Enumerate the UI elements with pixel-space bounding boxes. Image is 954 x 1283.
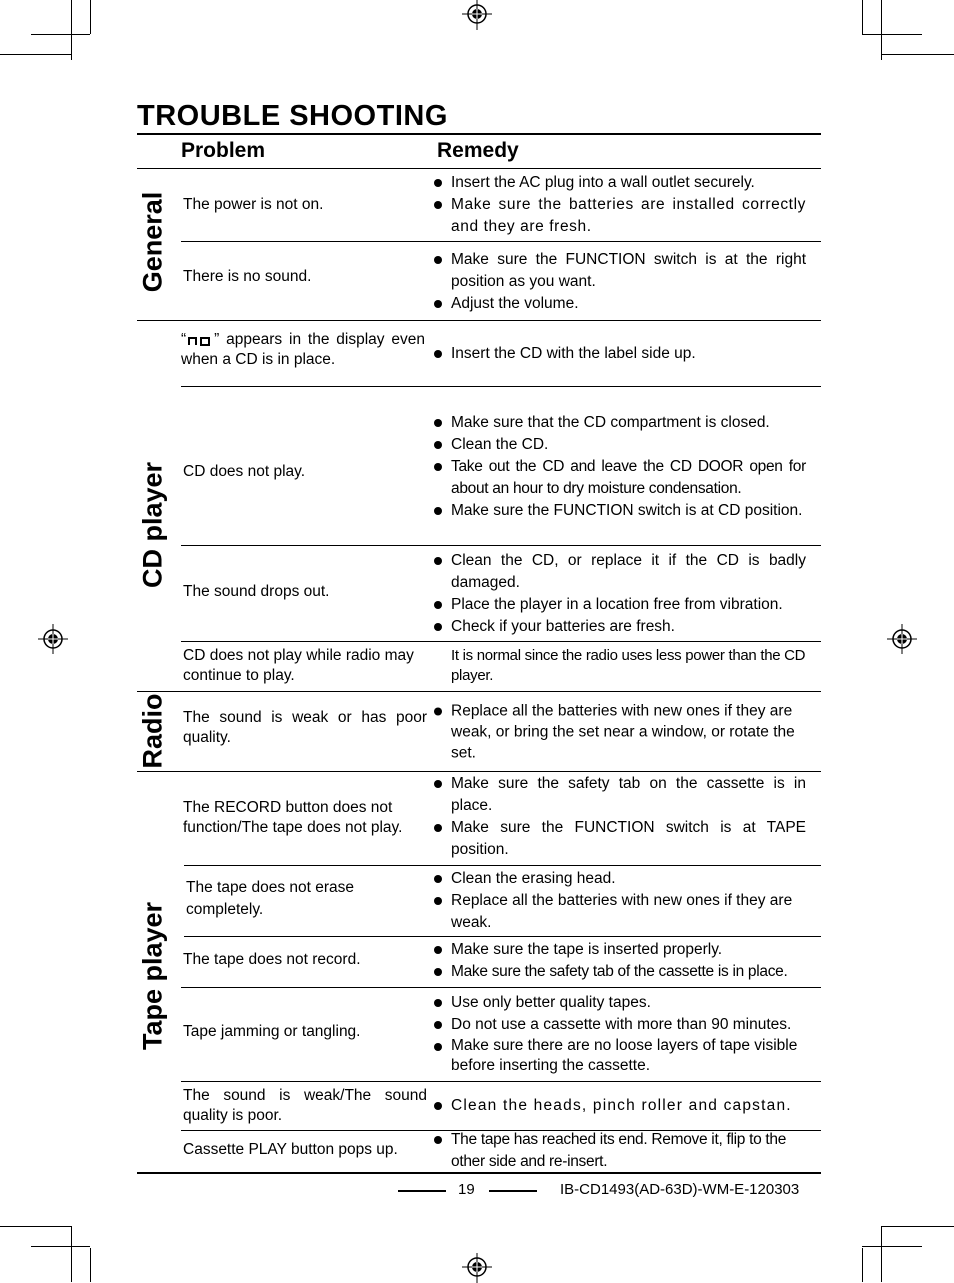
remedy-cell — [432, 646, 806, 686]
section-divider — [137, 320, 821, 321]
remedy-item: Make sure the safety tab of the cassette is in place. — [432, 961, 806, 983]
row-divider — [181, 241, 821, 242]
row-divider — [181, 987, 821, 988]
registration-mark-icon — [887, 624, 917, 654]
no-disc-display-icon — [186, 333, 214, 347]
remedy-item: Make sure the FUNCTION switch is at CD position. — [432, 500, 806, 522]
remedy-cell — [432, 172, 806, 238]
problem-text: ” appears in the display even when a CD is in place. — [181, 331, 425, 368]
remedy-item: Check if your batteries are fresh. — [432, 616, 806, 638]
row-divider — [184, 936, 821, 937]
remedy-item: The tape has reached its end. Remove it, flip to the other side and re-insert. — [432, 1129, 806, 1173]
remedy-cell — [432, 773, 806, 861]
problem-cell: CD does not play. — [183, 463, 306, 480]
section-label-radio: Radio — [137, 693, 168, 769]
remedy-item: Do not use a cassette with more than 90 minutes. — [432, 1014, 806, 1036]
remedy-item: Make sure the safety tab on the cassette is in place. — [432, 773, 806, 817]
remedy-item: Clean the CD. — [432, 434, 806, 456]
problem-cell: The tape does not erase completely. — [186, 879, 355, 918]
remedy-cell — [432, 1129, 806, 1173]
remedy-text: It is normal since the radio uses less power than the CD player. — [451, 647, 806, 684]
remedy-cell — [432, 701, 806, 764]
footer-rule-left — [398, 1190, 446, 1192]
problem-cell: Cassette PLAY button pops up. — [183, 1141, 398, 1158]
remedy-item: Make sure the FUNCTION switch is at TAPE position. — [432, 817, 806, 861]
footer-rule-right — [489, 1190, 537, 1192]
remedy-cell — [432, 343, 806, 365]
remedy-item: Replace all the batteries with new ones if they are weak. — [432, 890, 806, 934]
remedy-cell — [432, 939, 806, 983]
remedy-item: Make sure the tape is inserted properly. — [432, 939, 806, 961]
remedy-column-header: Remedy — [437, 139, 519, 162]
remedy-item: Clean the CD, or replace it if the CD is badly damaged. — [432, 550, 806, 594]
remedy-item: Make sure the batteries are installed correctly and they are fresh. — [432, 194, 806, 238]
problem-column-header: Problem — [181, 139, 266, 162]
remedy-cell — [432, 992, 806, 1076]
remedy-item: Clean the heads, pinch roller and capstan. — [432, 1095, 806, 1117]
problem-cell: The power is not on. — [183, 196, 324, 213]
problem-cell: The sound drops out. — [183, 583, 330, 600]
row-divider — [181, 545, 821, 546]
problem-cell: The RECORD button does not function/The tape does not play. — [183, 799, 403, 836]
section-label-cd-player: CD player — [137, 461, 168, 589]
problem-cell: The sound is weak or has poor quality. — [183, 709, 427, 746]
section-divider — [137, 691, 821, 692]
remedy-cell — [432, 412, 806, 522]
remedy-item: Make sure there are no loose layers of tape visible before inserting the cassette. — [432, 1036, 806, 1076]
remedy-item: Make sure the FUNCTION switch is at the right position as you want. — [432, 249, 806, 293]
remedy-item: Adjust the volume. — [432, 293, 806, 315]
page-number: 19 — [458, 1181, 475, 1198]
row-divider — [181, 641, 821, 642]
row-divider — [181, 386, 821, 387]
open-quote: “ — [181, 331, 187, 348]
remedy-cell — [432, 550, 806, 638]
remedy-item: Clean the erasing head. — [432, 868, 806, 890]
remedy-item: Make sure that the CD compartment is closed. — [432, 412, 806, 434]
header-rule — [137, 168, 821, 169]
section-divider — [137, 771, 821, 772]
remedy-item: Place the player in a location free from vibration. — [432, 594, 806, 616]
registration-mark-icon — [462, 1253, 492, 1283]
page-title: TROUBLE SHOOTING — [137, 100, 448, 132]
row-divider — [181, 1081, 821, 1082]
problem-cell: Tape jamming or tangling. — [183, 1023, 361, 1040]
remedy-item: Use only better quality tapes. — [432, 992, 806, 1014]
remedy-item: Take out the CD and leave the CD DOOR open for about an hour to dry moisture condensation. — [432, 456, 806, 500]
title-rule — [137, 133, 821, 135]
remedy-cell — [432, 1095, 806, 1117]
row-divider — [184, 865, 821, 866]
registration-mark-icon — [462, 0, 492, 30]
remedy-item: Insert the CD with the label side up. — [432, 343, 806, 365]
remedy-item: Insert the AC plug into a wall outlet securely. — [432, 172, 806, 194]
remedy-cell — [432, 249, 806, 315]
problem-cell: CD does not play while radio may continue to play. — [183, 647, 414, 684]
problem-cell: The sound is weak/The sound quality is poor. — [183, 1087, 427, 1124]
document-code: IB-CD1493(AD-63D)-WM-E-120303 — [560, 1181, 800, 1198]
remedy-cell — [432, 868, 806, 934]
registration-mark-icon — [38, 624, 68, 654]
section-label-general: General — [137, 191, 168, 293]
section-label-tape-player: Tape player — [137, 901, 168, 1051]
remedy-item: Replace all the batteries with new ones if they are weak, or bring the set near a window, or rotate the set. — [432, 701, 806, 764]
problem-cell — [181, 330, 425, 370]
problem-cell: The tape does not record. — [183, 951, 361, 968]
problem-cell: There is no sound. — [183, 268, 312, 285]
